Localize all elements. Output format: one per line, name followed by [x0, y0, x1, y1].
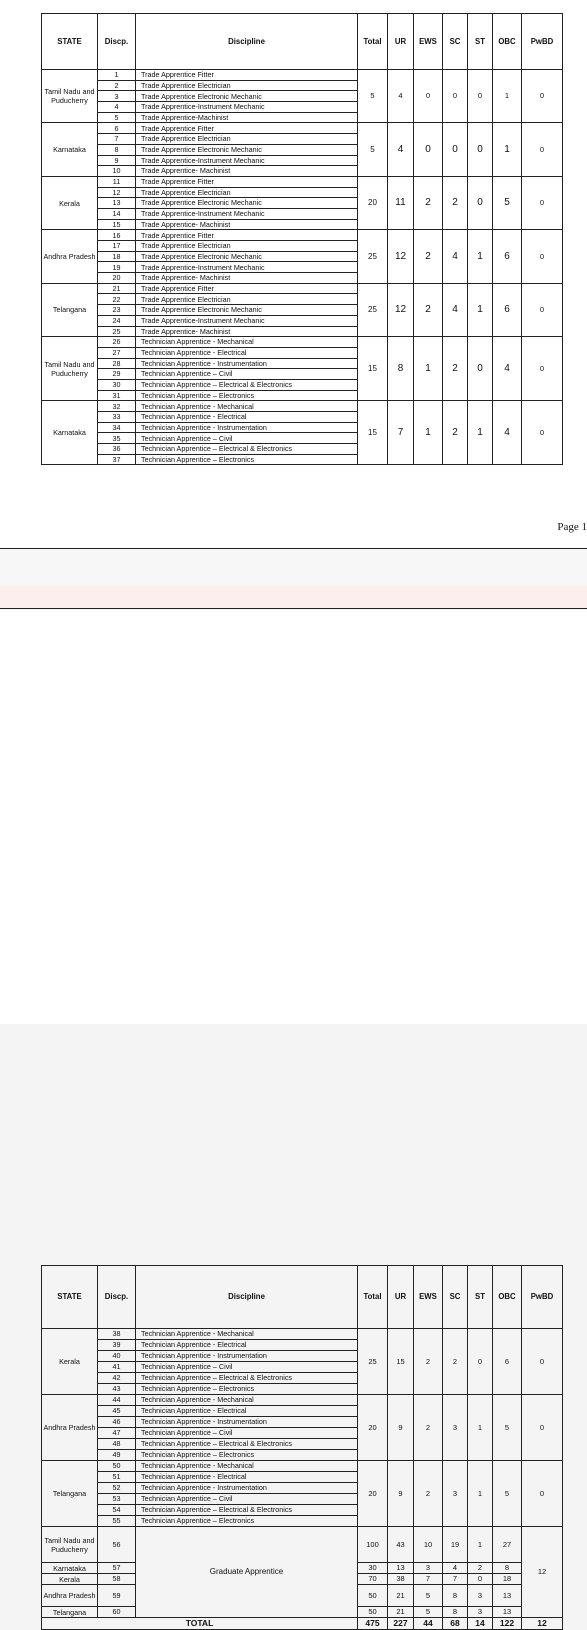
count-ews: 0 [414, 123, 443, 176]
count-ur: 12 [388, 230, 414, 283]
count-ur: 13 [388, 1563, 414, 1574]
discipline-name: Technician Apprentice - Mechanical [136, 1461, 358, 1472]
discipline-name: Technician Apprentice - Electrical [136, 412, 358, 423]
count-total: 50 [358, 1585, 388, 1607]
count-sc: 2 [443, 176, 468, 229]
discipline-name: Trade Apprentice-Instrument Mechanic [136, 102, 358, 113]
discipline-name: Technician Apprentice – Electrical & Electronics [136, 1373, 358, 1384]
count-total: 50 [358, 1607, 388, 1618]
discipline-number: 35 [98, 433, 136, 444]
discipline-number: 42 [98, 1373, 136, 1384]
discipline-number: 50 [98, 1461, 136, 1472]
count-pwbd: 0 [522, 401, 563, 465]
count-ur: 11 [388, 176, 414, 229]
count-ur: 9 [388, 1395, 414, 1461]
discipline-number: 23 [98, 305, 136, 316]
count-st: 0 [468, 337, 493, 401]
discipline-number: 26 [98, 337, 136, 348]
discipline-number: 11 [98, 176, 136, 187]
discipline-name: Technician Apprentice – Electrical & Electronics [136, 1439, 358, 1450]
discipline-number: 10 [98, 166, 136, 177]
discipline-number: 4 [98, 102, 136, 113]
discipline-number: 53 [98, 1494, 136, 1505]
table-header-row [42, 14, 563, 70]
discipline-name: Technician Apprentice - Electrical [136, 1406, 358, 1417]
discipline-number: 49 [98, 1450, 136, 1461]
discipline-name: Technician Apprentice - Mechanical [136, 337, 358, 348]
discipline-name: Trade Apprentice-Instrument Mechanic [136, 262, 358, 273]
discipline-name: Trade Apprentice- Machinist [136, 273, 358, 284]
discipline-name: Trade Apprentice Fitter [136, 70, 358, 81]
discipline-name: Trade Apprentice Electrician [136, 80, 358, 91]
header-sc: SC [443, 1266, 468, 1329]
state-cell: Andhra Pradesh [42, 1395, 98, 1461]
vacancy-table-page-2 [41, 1265, 563, 1630]
discipline-name: Technician Apprentice - Mechanical [136, 1329, 358, 1340]
discipline-name: Technician Apprentice - Instrumentation [136, 358, 358, 369]
count-ews: 2 [414, 1461, 443, 1527]
count-total: 20 [358, 1461, 388, 1527]
page-gap-band [0, 586, 587, 608]
state-cell: Kerala [42, 1329, 98, 1395]
discipline-name: Technician Apprentice – Electronics [136, 390, 358, 401]
count-total: 25 [358, 1329, 388, 1395]
header-discipline: Discipline [136, 14, 358, 70]
discipline-name: Technician Apprentice – Electronics [136, 1516, 358, 1527]
count-total: 5 [358, 70, 388, 123]
header-discp: Discp. [98, 14, 136, 70]
total-sc: 68 [443, 1618, 468, 1630]
discipline-number: 25 [98, 326, 136, 337]
table-row [42, 1461, 563, 1472]
count-sc: 8 [443, 1607, 468, 1618]
header-state: STATE [42, 14, 98, 70]
count-obc: 6 [493, 1329, 522, 1395]
count-total: 5 [358, 123, 388, 176]
count-st: 2 [468, 1563, 493, 1574]
state-cell: Kerala [42, 1574, 98, 1585]
header-ur: UR [388, 14, 414, 70]
header-state: STATE [42, 1266, 98, 1329]
count-st: 0 [468, 1574, 493, 1585]
page-2 [0, 610, 587, 1629]
state-cell: Tamil Nadu and Puducherry [42, 337, 98, 401]
discipline-name: Technician Apprentice - Mechanical [136, 401, 358, 412]
count-total: 20 [358, 176, 388, 229]
header-sc: SC [443, 14, 468, 70]
count-ur: 38 [388, 1574, 414, 1585]
discipline-name: Technician Apprentice – Civil [136, 1428, 358, 1439]
count-obc: 18 [493, 1574, 522, 1585]
discipline-number: 8 [98, 144, 136, 155]
discipline-name: Trade Apprentice Fitter [136, 123, 358, 134]
discipline-number: 15 [98, 219, 136, 230]
discipline-name: Trade Apprentice Electrician [136, 187, 358, 198]
count-sc: 3 [443, 1395, 468, 1461]
discipline-number: 17 [98, 241, 136, 252]
discipline-name: Trade Apprentice Electrician [136, 241, 358, 252]
total-row [42, 1618, 563, 1630]
count-ur: 9 [388, 1461, 414, 1527]
count-obc: 1 [493, 123, 522, 176]
count-st: 1 [468, 230, 493, 283]
count-sc: 0 [443, 123, 468, 176]
count-pwbd: 0 [522, 337, 563, 401]
discipline-number: 27 [98, 347, 136, 358]
page-divider [0, 608, 587, 609]
discipline-name: Technician Apprentice – Civil [136, 1362, 358, 1373]
discipline-name: Trade Apprentice Electrician [136, 134, 358, 145]
header-discp: Discp. [98, 1266, 136, 1329]
state-cell: Karnataka [42, 401, 98, 465]
discipline-name: Trade Apprentice Electrician [136, 294, 358, 305]
table-row [42, 283, 563, 294]
count-ews: 7 [414, 1574, 443, 1585]
count-obc: 4 [493, 401, 522, 465]
discipline-number: 20 [98, 273, 136, 284]
count-obc: 6 [493, 283, 522, 336]
count-ews: 5 [414, 1607, 443, 1618]
count-st: 0 [468, 70, 493, 123]
table-row [42, 337, 563, 348]
count-ews: 2 [414, 230, 443, 283]
discipline-number: 21 [98, 283, 136, 294]
count-obc: 27 [493, 1527, 522, 1563]
discipline-number: 47 [98, 1428, 136, 1439]
discipline-name: Technician Apprentice - Instrumentation [136, 422, 358, 433]
count-st: 0 [468, 1329, 493, 1395]
count-st: 0 [468, 176, 493, 229]
count-ews: 0 [414, 70, 443, 123]
discipline-name: Trade Apprentice Fitter [136, 283, 358, 294]
discipline-name: Trade Apprentice- Machinist [136, 219, 358, 230]
discipline-number: 5 [98, 112, 136, 123]
discipline-name: Trade Apprentice- Machinist [136, 166, 358, 177]
count-st: 0 [468, 123, 493, 176]
count-st: 1 [468, 1527, 493, 1563]
count-pwbd: 12 [522, 1527, 563, 1618]
count-sc: 4 [443, 1563, 468, 1574]
discipline-number: 48 [98, 1439, 136, 1450]
count-obc: 5 [493, 1461, 522, 1527]
count-total: 100 [358, 1527, 388, 1563]
discipline-number: 19 [98, 262, 136, 273]
count-total: 25 [358, 283, 388, 336]
state-cell: Tamil Nadu and Puducherry [42, 70, 98, 123]
count-st: 1 [468, 1461, 493, 1527]
table-row [42, 70, 563, 81]
page-divider [0, 548, 587, 549]
count-pwbd: 0 [522, 176, 563, 229]
count-sc: 8 [443, 1585, 468, 1607]
count-pwbd: 0 [522, 1395, 563, 1461]
discipline-name: Technician Apprentice - Instrumentation [136, 1483, 358, 1494]
discipline-number: 12 [98, 187, 136, 198]
page-1 [0, 0, 587, 548]
discipline-number: 9 [98, 155, 136, 166]
table-row [42, 401, 563, 412]
header-total: Total [358, 1266, 388, 1329]
count-ur: 12 [388, 283, 414, 336]
discipline-name: Trade Apprentice-Machinist [136, 112, 358, 123]
count-total: 15 [358, 337, 388, 401]
count-ews: 1 [414, 401, 443, 465]
discipline-name: Technician Apprentice - Mechanical [136, 1395, 358, 1406]
count-total: 30 [358, 1563, 388, 1574]
count-ur: 15 [388, 1329, 414, 1395]
table-row [42, 230, 563, 241]
discipline-number: 59 [98, 1585, 136, 1607]
state-cell: Kerala [42, 176, 98, 229]
discipline-name: Technician Apprentice – Civil [136, 369, 358, 380]
discipline-name: Trade Apprentice Electronic Mechanic [136, 251, 358, 262]
header-ur: UR [388, 1266, 414, 1329]
header-total: Total [358, 14, 388, 70]
discipline-number: 3 [98, 91, 136, 102]
count-pwbd: 0 [522, 1461, 563, 1527]
discipline-number: 1 [98, 70, 136, 81]
table-row [42, 1527, 563, 1563]
discipline-number: 22 [98, 294, 136, 305]
count-pwbd: 0 [522, 283, 563, 336]
state-cell: Tamil Nadu and Puducherry [42, 1527, 98, 1563]
discipline-name: Trade Apprentice Electronic Mechanic [136, 144, 358, 155]
discipline-number: 7 [98, 134, 136, 145]
count-st: 1 [468, 283, 493, 336]
table-row [42, 176, 563, 187]
table-row [42, 1395, 563, 1406]
discipline-number: 36 [98, 444, 136, 455]
discipline-name: Technician Apprentice - Electrical [136, 347, 358, 358]
discipline-name: Trade Apprentice-Instrument Mechanic [136, 208, 358, 219]
count-ews: 2 [414, 1395, 443, 1461]
discipline-name: Technician Apprentice - Electrical [136, 1472, 358, 1483]
count-ur: 21 [388, 1607, 414, 1618]
count-ews: 2 [414, 283, 443, 336]
count-ews: 5 [414, 1585, 443, 1607]
count-sc: 2 [443, 337, 468, 401]
discipline-name: Trade Apprentice-Instrument Mechanic [136, 315, 358, 326]
count-sc: 4 [443, 283, 468, 336]
discipline-number: 43 [98, 1384, 136, 1395]
count-ews: 2 [414, 1329, 443, 1395]
count-ur: 8 [388, 337, 414, 401]
total-total: 475 [358, 1618, 388, 1630]
discipline-name: Technician Apprentice – Electronics [136, 1450, 358, 1461]
discipline-number: 2 [98, 80, 136, 91]
count-total: 20 [358, 1395, 388, 1461]
count-st: 1 [468, 1395, 493, 1461]
discipline-number: 38 [98, 1329, 136, 1340]
discipline-name: Technician Apprentice – Electronics [136, 454, 358, 465]
discipline-name: Technician Apprentice – Electrical & Electronics [136, 1505, 358, 1516]
count-obc: 1 [493, 70, 522, 123]
state-cell: Karnataka [42, 1563, 98, 1574]
discipline-name: Technician Apprentice – Civil [136, 1494, 358, 1505]
discipline-name: Trade Apprentice Electronic Mechanic [136, 91, 358, 102]
discipline-number: 56 [98, 1527, 136, 1563]
discipline-number: 34 [98, 422, 136, 433]
discipline-number: 16 [98, 230, 136, 241]
vacancy-table-page-1 [41, 13, 563, 465]
discipline-number: 46 [98, 1417, 136, 1428]
discipline-name: Technician Apprentice – Electrical & Electronics [136, 444, 358, 455]
count-sc: 2 [443, 1329, 468, 1395]
state-cell: Telangana [42, 283, 98, 336]
count-ur: 43 [388, 1527, 414, 1563]
count-obc: 5 [493, 1395, 522, 1461]
discipline-number: 30 [98, 379, 136, 390]
discipline-number: 41 [98, 1362, 136, 1373]
discipline-number: 33 [98, 412, 136, 423]
discipline-name: Graduate Apprentice [136, 1527, 358, 1618]
header-st: ST [468, 14, 493, 70]
count-ews: 1 [414, 337, 443, 401]
header-discipline: Discipline [136, 1266, 358, 1329]
discipline-number: 29 [98, 369, 136, 380]
header-obc: OBC [493, 1266, 522, 1329]
discipline-number: 24 [98, 315, 136, 326]
table-row [42, 123, 563, 134]
discipline-name: Trade Apprentice-Instrument Mechanic [136, 155, 358, 166]
total-ews: 44 [414, 1618, 443, 1630]
count-st: 3 [468, 1607, 493, 1618]
count-ews: 3 [414, 1563, 443, 1574]
discipline-name: Trade Apprentice Electronic Mechanic [136, 305, 358, 316]
discipline-number: 55 [98, 1516, 136, 1527]
discipline-name: Technician Apprentice - Instrumentation [136, 1351, 358, 1362]
discipline-number: 52 [98, 1483, 136, 1494]
state-cell: Telangana [42, 1461, 98, 1527]
discipline-number: 39 [98, 1340, 136, 1351]
discipline-name: Trade Apprentice Electronic Mechanic [136, 198, 358, 209]
count-obc: 4 [493, 337, 522, 401]
page-number: Page 1 [557, 521, 587, 533]
discipline-number: 51 [98, 1472, 136, 1483]
discipline-number: 60 [98, 1607, 136, 1618]
total-ur: 227 [388, 1618, 414, 1630]
count-ur: 4 [388, 123, 414, 176]
count-st: 3 [468, 1585, 493, 1607]
table-header-row [42, 1266, 563, 1329]
count-sc: 3 [443, 1461, 468, 1527]
discipline-name: Trade Apprentice Fitter [136, 176, 358, 187]
header-ews: EWS [414, 1266, 443, 1329]
count-sc: 0 [443, 70, 468, 123]
discipline-name: Technician Apprentice - Instrumentation [136, 1417, 358, 1428]
total-obc: 122 [493, 1618, 522, 1630]
discipline-number: 18 [98, 251, 136, 262]
total-label: TOTAL [42, 1618, 358, 1630]
state-cell: Andhra Pradesh [42, 1585, 98, 1607]
discipline-number: 44 [98, 1395, 136, 1406]
discipline-name: Technician Apprentice – Electrical & Electronics [136, 379, 358, 390]
count-ur: 7 [388, 401, 414, 465]
header-obc: OBC [493, 14, 522, 70]
count-total: 15 [358, 401, 388, 465]
discipline-number: 58 [98, 1574, 136, 1585]
count-total: 70 [358, 1574, 388, 1585]
total-st: 14 [468, 1618, 493, 1630]
count-total: 25 [358, 230, 388, 283]
count-sc: 2 [443, 401, 468, 465]
count-ews: 2 [414, 176, 443, 229]
count-pwbd: 0 [522, 1329, 563, 1395]
discipline-name: Trade Apprentice- Machinist [136, 326, 358, 337]
discipline-number: 54 [98, 1505, 136, 1516]
discipline-name: Technician Apprentice - Electrical [136, 1340, 358, 1351]
count-obc: 8 [493, 1563, 522, 1574]
discipline-number: 31 [98, 390, 136, 401]
count-ur: 4 [388, 70, 414, 123]
count-sc: 4 [443, 230, 468, 283]
count-st: 1 [468, 401, 493, 465]
count-pwbd: 0 [522, 70, 563, 123]
state-cell: Karnataka [42, 123, 98, 176]
state-cell: Telangana [42, 1607, 98, 1618]
discipline-name: Trade Apprentice Fitter [136, 230, 358, 241]
count-pwbd: 0 [522, 230, 563, 283]
count-ews: 10 [414, 1527, 443, 1563]
count-obc: 13 [493, 1585, 522, 1607]
discipline-name: Technician Apprentice – Civil [136, 433, 358, 444]
header-pwbd: PwBD [522, 14, 563, 70]
count-obc: 6 [493, 230, 522, 283]
count-ur: 21 [388, 1585, 414, 1607]
discipline-number: 6 [98, 123, 136, 134]
count-sc: 7 [443, 1574, 468, 1585]
count-obc: 5 [493, 176, 522, 229]
discipline-number: 37 [98, 454, 136, 465]
total-pwbd: 12 [522, 1618, 563, 1630]
header-st: ST [468, 1266, 493, 1329]
count-sc: 19 [443, 1527, 468, 1563]
header-ews: EWS [414, 14, 443, 70]
discipline-number: 57 [98, 1563, 136, 1574]
discipline-number: 14 [98, 208, 136, 219]
state-cell: Andhra Pradesh [42, 230, 98, 283]
discipline-number: 32 [98, 401, 136, 412]
count-obc: 13 [493, 1607, 522, 1618]
count-pwbd: 0 [522, 123, 563, 176]
header-pwbd: PwBD [522, 1266, 563, 1329]
discipline-number: 13 [98, 198, 136, 209]
discipline-number: 40 [98, 1351, 136, 1362]
discipline-number: 45 [98, 1406, 136, 1417]
discipline-name: Technician Apprentice – Electronics [136, 1384, 358, 1395]
table-row [42, 1329, 563, 1340]
discipline-number: 28 [98, 358, 136, 369]
